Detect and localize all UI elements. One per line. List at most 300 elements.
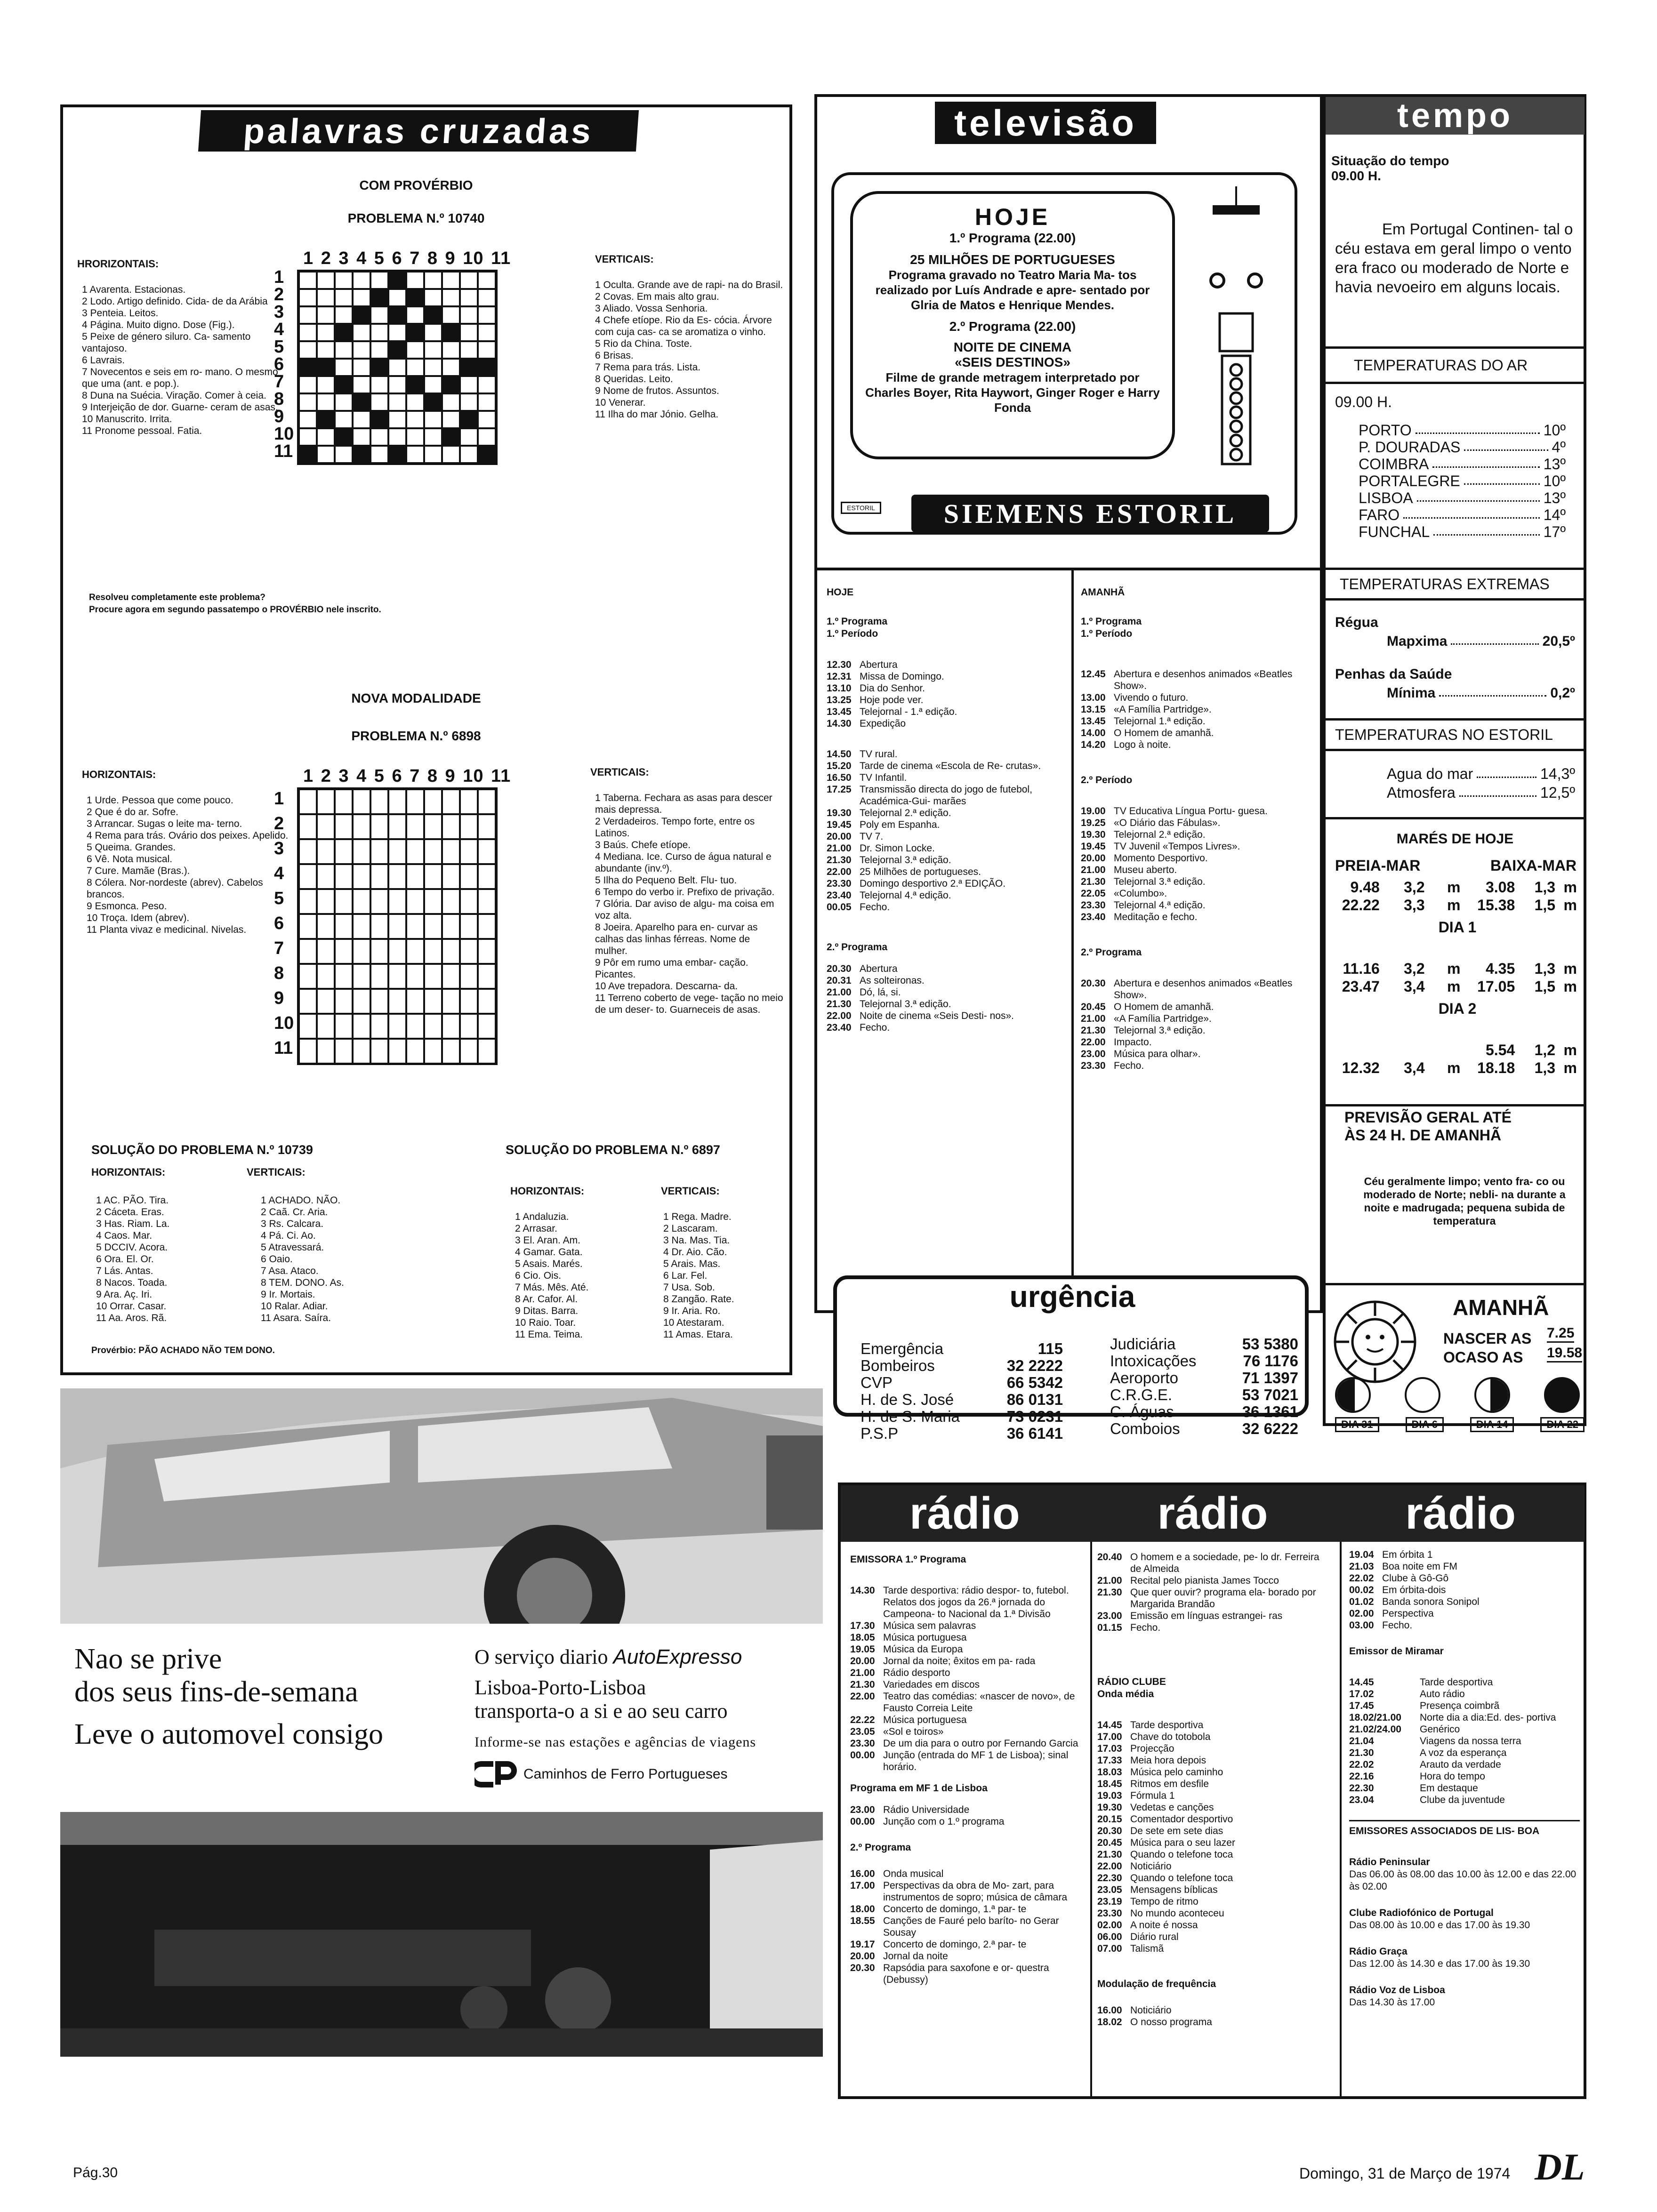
grid-cell[interactable] (335, 1014, 353, 1039)
grid-cell[interactable] (353, 989, 370, 1014)
grid-cell[interactable] (317, 272, 335, 289)
grid-cell[interactable] (388, 428, 406, 446)
grid-cell[interactable] (424, 272, 442, 289)
clue-item: 11 Terreno coberto de vege- tação no meio de um deser- to. Guarneceis de asas. (595, 993, 783, 1015)
grid-cell[interactable] (442, 289, 460, 306)
grid-cell[interactable] (424, 914, 442, 939)
grid-cell[interactable] (478, 1039, 496, 1064)
grid-cell[interactable] (370, 889, 388, 914)
grid-cell[interactable] (353, 1039, 370, 1064)
grid-cell[interactable] (370, 939, 388, 964)
grid-cell[interactable] (424, 376, 442, 393)
grid-cell[interactable] (299, 939, 317, 964)
grid-cell[interactable] (406, 814, 424, 839)
p1-note-1: Resolveu completamente este problema? (89, 593, 265, 602)
grid-cell[interactable] (353, 964, 370, 989)
grid-cell[interactable] (424, 989, 442, 1014)
grid-cell[interactable] (406, 889, 424, 914)
schedule-item (1081, 1048, 1316, 1060)
grid-cell[interactable] (424, 789, 442, 814)
grid-cell[interactable] (460, 914, 478, 939)
schedule-item (1081, 805, 1316, 817)
grid-cell[interactable] (388, 306, 406, 324)
grid-cell[interactable] (460, 814, 478, 839)
grid-cell[interactable] (317, 814, 335, 839)
row-number: 1 (274, 789, 284, 809)
grid-cell[interactable] (460, 324, 478, 341)
grid-cell[interactable] (299, 428, 317, 446)
grid-cell[interactable] (317, 889, 335, 914)
grid-cell[interactable] (370, 272, 388, 289)
grid-cell[interactable] (478, 411, 496, 428)
grid-cell[interactable] (353, 411, 370, 428)
grid-cell[interactable] (353, 1014, 370, 1039)
grid-cell[interactable] (424, 411, 442, 428)
grid-cell[interactable] (478, 939, 496, 964)
grid-cell[interactable] (370, 989, 388, 1014)
grid-cell[interactable] (442, 393, 460, 411)
grid-cell[interactable] (370, 446, 388, 463)
grid-cell[interactable] (442, 428, 460, 446)
schedule-time: 23.30 (850, 1738, 875, 1749)
grid-cell[interactable] (388, 359, 406, 376)
schedule-time: 18.05 (850, 1632, 875, 1643)
grid-cell[interactable] (424, 889, 442, 914)
grid-cell[interactable] (406, 989, 424, 1014)
grid-cell[interactable] (424, 289, 442, 306)
grid-cell[interactable] (478, 272, 496, 289)
grid-cell[interactable] (370, 789, 388, 814)
grid-cell[interactable] (299, 393, 317, 411)
grid-cell[interactable] (442, 1014, 460, 1039)
grid-cell[interactable] (335, 341, 353, 359)
schedule-item (1081, 1060, 1316, 1072)
tv-p1-desc: Programa gravado no Teatro Maria Ma- tos realizado por Luís Andrade e apre- sentado por Glria de Matos e Henrique Mendes. (875, 268, 1150, 312)
grid-cell[interactable] (406, 341, 424, 359)
grid-cell[interactable] (442, 376, 460, 393)
grid-cell[interactable] (460, 839, 478, 864)
grid-cell[interactable] (299, 864, 317, 889)
grid-cell[interactable] (335, 964, 353, 989)
grid-cell[interactable] (388, 1039, 406, 1064)
grid-cell[interactable] (370, 359, 388, 376)
grid-cell[interactable] (317, 989, 335, 1014)
phone-number: 53 7021 (1242, 1386, 1298, 1403)
grid-cell[interactable] (460, 393, 478, 411)
grid-cell[interactable] (388, 393, 406, 411)
phone-label: H. de S. José (861, 1391, 954, 1408)
grid-cell[interactable] (478, 376, 496, 393)
schedule-time: 21.00 (1081, 865, 1106, 875)
grid-cell[interactable] (460, 411, 478, 428)
grid-cell[interactable] (406, 914, 424, 939)
grid-cell[interactable] (406, 393, 424, 411)
grid-cell[interactable] (406, 839, 424, 864)
schedule-title: Telejornal 1.ª edição. (1114, 716, 1206, 727)
grid-cell[interactable] (353, 914, 370, 939)
grid-cell[interactable] (460, 428, 478, 446)
schedule-item (1081, 841, 1316, 852)
schedule-item (1097, 1860, 1333, 1872)
grid-cell[interactable] (299, 359, 317, 376)
grid-cell[interactable] (442, 359, 460, 376)
grid-cell[interactable] (478, 393, 496, 411)
grid-cell[interactable] (370, 864, 388, 889)
grid-cell[interactable] (406, 1014, 424, 1039)
grid-cell[interactable] (299, 306, 317, 324)
grid-cell[interactable] (370, 1039, 388, 1064)
radio-clube-sub: Onda média (1097, 1689, 1154, 1699)
grid-cell[interactable] (478, 839, 496, 864)
grid-cell[interactable] (299, 411, 317, 428)
grid-cell[interactable] (442, 1039, 460, 1064)
grid-cell[interactable] (370, 376, 388, 393)
schedule-time: 23.30 (1097, 1908, 1122, 1919)
grid-cell[interactable] (406, 306, 424, 324)
grid-cell[interactable] (424, 839, 442, 864)
grid-cell[interactable] (335, 1039, 353, 1064)
grid-cell[interactable] (370, 306, 388, 324)
grid-cell[interactable] (478, 789, 496, 814)
grid-cell[interactable] (460, 376, 478, 393)
grid-cell[interactable] (424, 864, 442, 889)
grid-cell[interactable] (299, 272, 317, 289)
grid-cell[interactable] (424, 939, 442, 964)
grid-cell[interactable] (478, 324, 496, 341)
grid-cell[interactable] (335, 324, 353, 341)
tide-row (1335, 896, 1580, 914)
grid-cell[interactable] (299, 446, 317, 463)
grid-cell[interactable] (478, 289, 496, 306)
grid-cell[interactable] (353, 359, 370, 376)
grid-cell[interactable] (478, 446, 496, 463)
grid-cell[interactable] (388, 272, 406, 289)
radio-fm-head: Modulação de frequência (1097, 1979, 1216, 1989)
grid-cell[interactable] (299, 989, 317, 1014)
grid-cell[interactable] (442, 939, 460, 964)
grid-cell[interactable] (460, 1039, 478, 1064)
grid-cell[interactable] (406, 411, 424, 428)
grid-cell[interactable] (317, 939, 335, 964)
grid-cell[interactable] (353, 939, 370, 964)
grid-cell[interactable] (388, 814, 406, 839)
grid-cell[interactable] (388, 411, 406, 428)
puzzle2-grid[interactable] (297, 787, 498, 1065)
grid-cell[interactable] (388, 446, 406, 463)
grid-cell[interactable] (299, 1039, 317, 1064)
grid-cell[interactable] (478, 428, 496, 446)
grid-cell[interactable] (353, 289, 370, 306)
grid-cell[interactable] (317, 411, 335, 428)
tide-cell: m (1563, 978, 1577, 995)
grid-cell[interactable] (335, 289, 353, 306)
grid-cell[interactable] (335, 446, 353, 463)
grid-cell[interactable] (370, 964, 388, 989)
grid-cell[interactable] (370, 341, 388, 359)
grid-cell[interactable] (317, 864, 335, 889)
grid-cell[interactable] (460, 446, 478, 463)
grid-cell[interactable] (388, 939, 406, 964)
grid-cell[interactable] (353, 341, 370, 359)
grid-cell[interactable] (317, 1014, 335, 1039)
grid-cell[interactable] (388, 889, 406, 914)
tide-cell (1383, 1041, 1425, 1059)
grid-cell[interactable] (478, 889, 496, 914)
grid-cell[interactable] (388, 1014, 406, 1039)
grid-cell[interactable] (424, 1039, 442, 1064)
grid-cell[interactable] (478, 864, 496, 889)
grid-cell[interactable] (299, 789, 317, 814)
grid-cell[interactable] (370, 914, 388, 939)
grid-cell[interactable] (442, 914, 460, 939)
grid-cell[interactable] (406, 428, 424, 446)
schedule-title: Clube à Gô-Gô (1382, 1573, 1449, 1584)
grid-cell[interactable] (442, 989, 460, 1014)
grid-cell[interactable] (299, 839, 317, 864)
grid-cell[interactable] (388, 289, 406, 306)
grid-cell[interactable] (299, 914, 317, 939)
grid-cell[interactable] (353, 393, 370, 411)
grid-cell[interactable] (299, 1014, 317, 1039)
grid-cell[interactable] (317, 359, 335, 376)
grid-cell[interactable] (406, 789, 424, 814)
grid-cell[interactable] (353, 889, 370, 914)
grid-cell[interactable] (406, 376, 424, 393)
grid-cell[interactable] (406, 964, 424, 989)
grid-cell[interactable] (478, 306, 496, 324)
grid-cell[interactable] (406, 939, 424, 964)
grid-cell[interactable] (335, 428, 353, 446)
grid-cell[interactable] (335, 272, 353, 289)
tide-cell: 3,4 (1404, 978, 1425, 995)
grid-cell[interactable] (478, 359, 496, 376)
schedule-time: 23.30 (827, 878, 852, 889)
s1-h-label: HORIZONTAIS: (91, 1166, 166, 1178)
schedule-time: 21.30 (850, 1679, 875, 1690)
tv-hoje: HOJE (974, 204, 1051, 230)
grid-cell[interactable] (460, 359, 478, 376)
grid-cell[interactable] (424, 306, 442, 324)
grid-cell[interactable] (353, 428, 370, 446)
grid-cell[interactable] (317, 306, 335, 324)
grid-cell[interactable] (370, 814, 388, 839)
schedule-title: Música pelo caminho (1130, 1767, 1223, 1778)
grid-cell[interactable] (424, 393, 442, 411)
grid-cell[interactable] (442, 341, 460, 359)
schedule-item (827, 901, 1062, 913)
grid-cell[interactable] (317, 446, 335, 463)
grid-cell[interactable] (478, 1014, 496, 1039)
grid-cell[interactable] (317, 964, 335, 989)
schedule-title: Comentador desportivo (1130, 1814, 1233, 1825)
schedule-title: TV rural. (860, 749, 898, 760)
grid-cell[interactable] (460, 989, 478, 1014)
grid-cell[interactable] (388, 964, 406, 989)
grid-cell[interactable] (335, 411, 353, 428)
grid-cell[interactable] (335, 864, 353, 889)
grid-cell[interactable] (317, 914, 335, 939)
grid-cell[interactable] (353, 376, 370, 393)
grid-cell[interactable] (460, 939, 478, 964)
grid-cell[interactable] (460, 341, 478, 359)
schedule-item (1081, 829, 1316, 841)
grid-cell[interactable] (299, 376, 317, 393)
schedule-title: De um dia para o outro por Fernando Garcia (883, 1738, 1078, 1749)
schedule-item (827, 866, 1062, 878)
grid-cell[interactable] (460, 789, 478, 814)
schedule-title: O Homem de amanhã. (1114, 728, 1214, 738)
grid-cell[interactable] (335, 989, 353, 1014)
grid-cell[interactable] (353, 446, 370, 463)
grid-cell[interactable] (317, 1039, 335, 1064)
clue-item: 4 Mediana. Ice. Curso de água natural e abundante (inv.º). (595, 851, 772, 874)
schedule-title: Dia do Senhor. (860, 683, 925, 694)
grid-cell[interactable] (424, 341, 442, 359)
grid-cell[interactable] (370, 839, 388, 864)
grid-cell[interactable] (388, 864, 406, 889)
grid-cell[interactable] (478, 814, 496, 839)
grid-cell[interactable] (442, 306, 460, 324)
grid-cell[interactable] (299, 341, 317, 359)
grid-cell[interactable] (299, 814, 317, 839)
grid-cell[interactable] (406, 289, 424, 306)
tv-today-sub2: 1.º Período (827, 628, 878, 639)
grid-cell[interactable] (335, 789, 353, 814)
grid-cell[interactable] (460, 289, 478, 306)
grid-cell[interactable] (335, 889, 353, 914)
penhas-label: Penhas da Saúde (1335, 666, 1452, 682)
grid-cell[interactable] (299, 324, 317, 341)
grid-cell[interactable] (424, 1014, 442, 1039)
grid-cell[interactable] (424, 359, 442, 376)
grid-cell[interactable] (478, 964, 496, 989)
grid-cell[interactable] (406, 324, 424, 341)
grid-cell[interactable] (478, 989, 496, 1014)
grid-cell[interactable] (424, 324, 442, 341)
grid-cell[interactable] (460, 272, 478, 289)
grid-cell[interactable] (335, 939, 353, 964)
grid-cell[interactable] (299, 964, 317, 989)
grid-cell[interactable] (370, 289, 388, 306)
grid-cell[interactable] (478, 914, 496, 939)
schedule-item (1097, 1802, 1333, 1813)
schedule-item (850, 1620, 1086, 1632)
grid-cell[interactable] (317, 393, 335, 411)
grid-cell[interactable] (370, 324, 388, 341)
grid-cell[interactable] (460, 964, 478, 989)
grid-cell[interactable] (442, 446, 460, 463)
clue-item: 5 Rio da China. Toste. (595, 338, 692, 349)
grid-cell[interactable] (442, 839, 460, 864)
grid-cell[interactable] (424, 964, 442, 989)
tide-cell: 1,2 (1534, 1042, 1556, 1058)
grid-cell[interactable] (335, 306, 353, 324)
grid-cell[interactable] (388, 376, 406, 393)
moon-new-icon (1335, 1377, 1371, 1413)
grid-cell[interactable] (335, 376, 353, 393)
puzzle1-grid[interactable] (297, 270, 498, 465)
grid-cell[interactable] (317, 341, 335, 359)
grid-cell[interactable] (335, 914, 353, 939)
grid-cell[interactable] (406, 864, 424, 889)
schedule-time: 18.02 (1097, 2017, 1122, 2028)
grid-cell[interactable] (424, 428, 442, 446)
grid-cell[interactable] (353, 272, 370, 289)
grid-cell[interactable] (353, 789, 370, 814)
grid-cell[interactable] (317, 839, 335, 864)
grid-cell[interactable] (406, 446, 424, 463)
grid-cell[interactable] (335, 839, 353, 864)
grid-cell[interactable] (370, 411, 388, 428)
grid-cell[interactable] (353, 306, 370, 324)
grid-cell[interactable] (442, 864, 460, 889)
clue-item: 9 Pôr em rumo uma embar- cação. Picantes. (595, 957, 748, 980)
grid-cell[interactable] (442, 789, 460, 814)
grid-cell[interactable] (406, 1039, 424, 1064)
grid-cell[interactable] (335, 814, 353, 839)
grid-cell[interactable] (406, 359, 424, 376)
grid-cell[interactable] (442, 889, 460, 914)
grid-cell[interactable] (299, 889, 317, 914)
schedule-title: Expedição (860, 718, 906, 729)
grid-cell[interactable] (442, 964, 460, 989)
grid-cell[interactable] (317, 428, 335, 446)
grid-cell[interactable] (317, 289, 335, 306)
grid-cell[interactable] (335, 359, 353, 376)
grid-cell[interactable] (370, 393, 388, 411)
grid-cell[interactable] (388, 789, 406, 814)
grid-cell[interactable] (353, 839, 370, 864)
grid-cell[interactable] (424, 446, 442, 463)
grid-cell[interactable] (317, 376, 335, 393)
grid-cell[interactable] (460, 864, 478, 889)
grid-cell[interactable] (460, 1014, 478, 1039)
extreme-header: TEMPERATURAS EXTREMAS (1326, 568, 1585, 601)
grid-cell[interactable] (353, 814, 370, 839)
grid-cell[interactable] (478, 341, 496, 359)
grid-cell[interactable] (388, 324, 406, 341)
grid-cell[interactable] (442, 814, 460, 839)
grid-cell[interactable] (406, 272, 424, 289)
grid-cell[interactable] (370, 1014, 388, 1039)
grid-cell[interactable] (317, 789, 335, 814)
grid-cell[interactable] (299, 289, 317, 306)
grid-cell[interactable] (353, 864, 370, 889)
grid-cell[interactable] (442, 324, 460, 341)
grid-cell[interactable] (460, 306, 478, 324)
grid-cell[interactable] (424, 814, 442, 839)
grid-cell[interactable] (388, 839, 406, 864)
grid-cell[interactable] (388, 914, 406, 939)
grid-cell[interactable] (370, 428, 388, 446)
grid-cell[interactable] (335, 393, 353, 411)
clue-item: 8 Joeira. Aparelho para en- curvar as calhas das linhas férreas. Nome de mulher. (595, 922, 758, 956)
s2-horizontal (515, 1211, 656, 1340)
grid-cell[interactable] (388, 341, 406, 359)
grid-cell[interactable] (460, 889, 478, 914)
phone-entry (861, 1340, 1063, 1357)
grid-cell[interactable] (388, 989, 406, 1014)
grid-cell[interactable] (317, 324, 335, 341)
schedule-item (1097, 1587, 1333, 1610)
grid-cell[interactable] (442, 411, 460, 428)
urgencia-left-list (861, 1340, 1063, 1442)
clue-item: 8 TEM. DONO. As. (261, 1277, 344, 1288)
grid-cell[interactable] (442, 272, 460, 289)
grid-cell[interactable] (353, 324, 370, 341)
tv-p2: 2.º Programa (22.00) (949, 319, 1076, 334)
schedule-item (1097, 1907, 1333, 1919)
